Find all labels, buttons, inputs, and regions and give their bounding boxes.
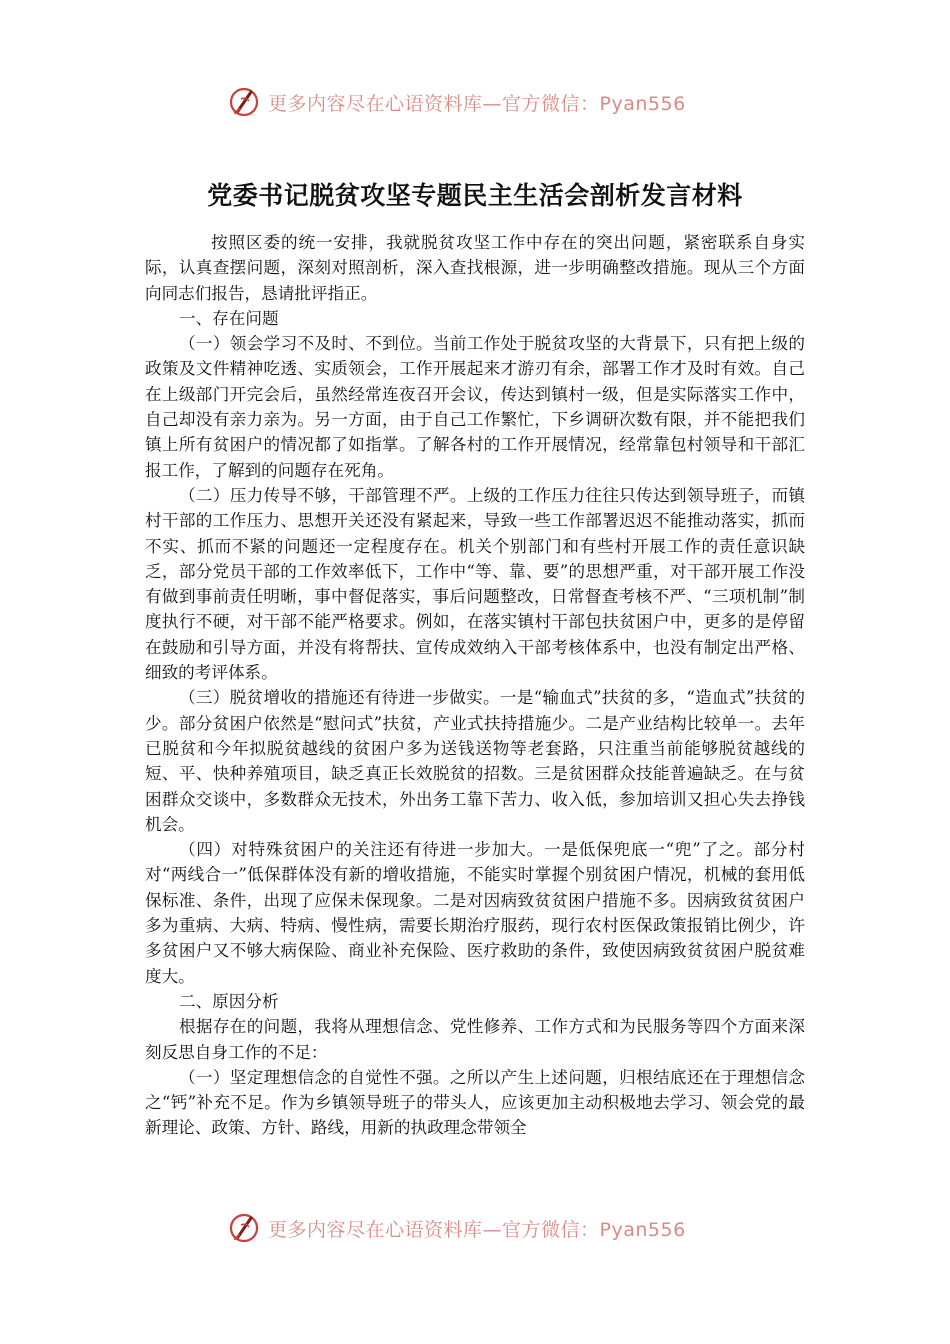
pen-seal-icon bbox=[226, 1210, 262, 1246]
header-watermark-banner bbox=[226, 82, 746, 122]
section-heading-problems: 一、存在问题 bbox=[179, 308, 279, 328]
document-body bbox=[145, 230, 805, 1141]
paragraph-problem-4: （四）对特殊贫困户的关注还有待进一步加大。一是低保兜底一“兜”了之。部分村对“两线合一”低保群体没有新的增收措施，不能实时掌握个别贫困户情况，机械的套用低保标准、条件，出现了应保未保现象。二是对因病致贫贫困户措施不多。因病致贫贫困户多为重病、大病、特病、慢性病，需要长期治疗服药，现行农村医保政策报销比例少，许多贫困户又不够大病保险、商业补充保险、医疗救助的条件，致使因病致贫贫困户脱贫难度大。 bbox=[145, 840, 805, 986]
paragraph-cause-1: （一）坚定理想信念的自觉性不强。之所以产生上述问题，归根结底还在于理想信念之“钙”补充不足。作为乡镇领导班子的带头人，应该更加主动积极地去学习、领会党的最新理论、政策、方针、路线，用新的执政理念带领全 bbox=[145, 1067, 805, 1138]
paragraph-causes-intro: 根据存在的问题，我将从理想信念、党性修养、工作方式和为民服务等四个方面来深刻反思自身工作的不足： bbox=[145, 1017, 805, 1062]
banner-text: 更多内容尽在心语资料库—官方微信：Pyan556 bbox=[268, 1218, 686, 1241]
footer-watermark-banner bbox=[226, 1208, 746, 1248]
paragraph-problem-1: （一）领会学习不及时、不到位。当前工作处于脱贫攻坚的大背景下，只有把上级的政策及文件精神吃透、实质领会，工作开展起来才游刃有余，部署工作才及时有效。自己在上级部门开完会后，虽然经常连夜召开会议，传达到镇村一级，但是实际落实工作中，自己却没有亲力亲为。另一方面，由于自己工作繁忙，下乡调研次数有限，并不能把我们镇上所有贫困户的情况都了如指掌。了解各村的工作开展情况，经常靠包村领导和干部汇报工作，了解到的问题存在死角。 bbox=[145, 334, 805, 480]
banner-text: 更多内容尽在心语资料库—官方微信：Pyan556 bbox=[268, 92, 686, 115]
pen-seal-icon bbox=[226, 84, 262, 120]
document-title: 党委书记脱贫攻坚专题民主生活会剖析发言材料 bbox=[207, 181, 743, 210]
intro-paragraph: 按照区委的统一安排，我就脱贫攻坚工作中存在的突出问题，紧密联系自身实际，认真查摆问题，深刻对照剖析，深入查找根源，进一步明确整改措施。现从三个方面向同志们报告，恳请批评指正。 bbox=[145, 233, 805, 303]
paragraph-problem-2: （二）压力传导不够，干部管理不严。上级的工作压力往往只传达到领导班子，而镇村干部的工作压力、思想开关还没有紧起来，导致一些工作部署迟迟不能推动落实，抓而不实、抓而不紧的问题还一定程度存在。机关个别部门和有些村开展工作的责任意识缺乏，部分党员干部的工作效率低下，工作中“等、靠、要”的思想严重，对干部开展工作没有做到事前责任明晰，事中督促落实，事后问题整改，日常督查考核不严、“三项机制”制度执行不硬，对干部不能严格要求。例如，在落实镇村干部包扶贫困户中，更多的是停留在鼓励和引导方面，并没有将帮扶、宣传成效纳入干部考核体系中，也没有制定出严格、细致的考评体系。 bbox=[145, 485, 805, 683]
section-heading-causes: 二、原因分析 bbox=[179, 991, 279, 1011]
paragraph-problem-3: （三）脱贫增收的措施还有待进一步做实。一是“输血式”扶贫的多，“造血式”扶贫的少。部分贫困户依然是“慰问式”扶贫，产业式扶持措施少。二是产业结构比较单一。去年已脱贫和今年拟脱贫越线的贫困户多为送钱送物等老套路，只注重当前能够脱贫越线的短、平、快种养殖项目，缺乏真正长效脱贫的招数。三是贫困群众技能普遍缺乏。在与贫困群众交谈中，多数群众无技术，外出务工靠下苦力、收入低，参加培训又担心失去挣钱机会。 bbox=[145, 688, 805, 834]
